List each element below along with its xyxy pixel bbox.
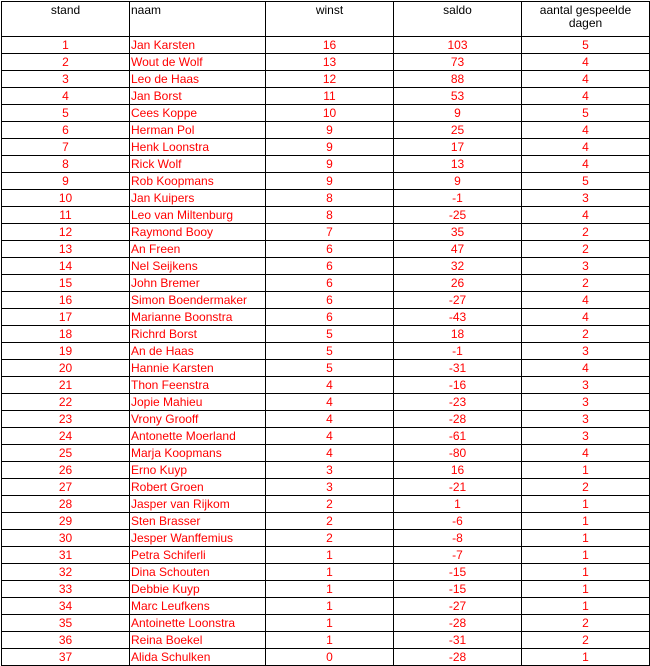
cell-saldo[interactable]: -31 xyxy=(394,632,522,649)
header-row xyxy=(2,2,650,37)
cell-naam[interactable]: Simon Boendermaker xyxy=(130,292,266,309)
header-stand[interactable]: stand xyxy=(2,2,130,37)
cell-winst[interactable]: 7 xyxy=(266,224,394,241)
table-row xyxy=(2,462,650,479)
cell-saldo[interactable]: 53 xyxy=(394,88,522,105)
cell-naam[interactable]: Hannie Karsten xyxy=(130,360,266,377)
cell-aantal-gespeelde-dagen[interactable]: 2 xyxy=(522,479,650,496)
cell-saldo[interactable]: -23 xyxy=(394,394,522,411)
cell-stand[interactable]: 4 xyxy=(2,88,130,105)
cell-winst[interactable]: 11 xyxy=(266,88,394,105)
cell-naam[interactable]: Jan Borst xyxy=(130,88,266,105)
cell-saldo[interactable]: -21 xyxy=(394,479,522,496)
cell-naam[interactable]: Dina Schouten xyxy=(130,564,266,581)
table-row xyxy=(2,122,650,139)
cell-stand[interactable]: 37 xyxy=(2,649,130,666)
cell-saldo[interactable]: -31 xyxy=(394,360,522,377)
cell-saldo[interactable]: -1 xyxy=(394,343,522,360)
cell-stand[interactable]: 22 xyxy=(2,394,130,411)
cell-naam[interactable]: An de Haas xyxy=(130,343,266,360)
cell-stand[interactable]: 29 xyxy=(2,513,130,530)
cell-saldo[interactable]: 25 xyxy=(394,122,522,139)
cell-aantal-gespeelde-dagen[interactable]: 2 xyxy=(522,632,650,649)
table-row xyxy=(2,292,650,309)
cell-naam[interactable]: Cees Koppe xyxy=(130,105,266,122)
cell-aantal-gespeelde-dagen[interactable]: 5 xyxy=(522,37,650,54)
cell-stand[interactable]: 34 xyxy=(2,598,130,615)
cell-aantal-gespeelde-dagen[interactable]: 5 xyxy=(522,173,650,190)
cell-aantal-gespeelde-dagen[interactable]: 4 xyxy=(522,156,650,173)
table-row xyxy=(2,615,650,632)
cell-aantal-gespeelde-dagen[interactable]: 3 xyxy=(522,394,650,411)
cell-naam[interactable]: Richrd Borst xyxy=(130,326,266,343)
cell-saldo[interactable]: -1 xyxy=(394,190,522,207)
cell-winst[interactable]: 16 xyxy=(266,37,394,54)
cell-winst[interactable]: 1 xyxy=(266,581,394,598)
cell-winst[interactable]: 9 xyxy=(266,156,394,173)
table-row xyxy=(2,275,650,292)
cell-naam[interactable]: Jan Karsten xyxy=(130,37,266,54)
cell-stand[interactable]: 11 xyxy=(2,207,130,224)
cell-saldo[interactable]: 103 xyxy=(394,37,522,54)
cell-aantal-gespeelde-dagen[interactable]: 2 xyxy=(522,326,650,343)
cell-naam[interactable]: Raymond Booy xyxy=(130,224,266,241)
table-row xyxy=(2,173,650,190)
cell-saldo[interactable]: -27 xyxy=(394,292,522,309)
cell-stand[interactable]: 24 xyxy=(2,428,130,445)
cell-stand[interactable]: 26 xyxy=(2,462,130,479)
cell-naam[interactable]: Rob Koopmans xyxy=(130,173,266,190)
cell-winst[interactable]: 4 xyxy=(266,394,394,411)
cell-naam[interactable]: Erno Kuyp xyxy=(130,462,266,479)
cell-stand[interactable]: 15 xyxy=(2,275,130,292)
cell-aantal-gespeelde-dagen[interactable]: 4 xyxy=(522,54,650,71)
cell-winst[interactable]: 3 xyxy=(266,479,394,496)
table-row xyxy=(2,105,650,122)
cell-stand[interactable]: 23 xyxy=(2,411,130,428)
cell-stand[interactable]: 31 xyxy=(2,547,130,564)
cell-winst[interactable]: 4 xyxy=(266,411,394,428)
cell-winst[interactable]: 2 xyxy=(266,513,394,530)
table-row xyxy=(2,632,650,649)
cell-aantal-gespeelde-dagen[interactable]: 4 xyxy=(522,88,650,105)
cell-stand[interactable]: 27 xyxy=(2,479,130,496)
table-row xyxy=(2,156,650,173)
cell-stand[interactable]: 20 xyxy=(2,360,130,377)
cell-naam[interactable]: Herman Pol xyxy=(130,122,266,139)
cell-naam[interactable]: Sten Brasser xyxy=(130,513,266,530)
cell-naam[interactable]: Debbie Kuyp xyxy=(130,581,266,598)
cell-stand[interactable]: 18 xyxy=(2,326,130,343)
cell-stand[interactable]: 1 xyxy=(2,37,130,54)
table-row xyxy=(2,598,650,615)
cell-winst[interactable]: 6 xyxy=(266,258,394,275)
cell-aantal-gespeelde-dagen[interactable]: 5 xyxy=(522,105,650,122)
cell-stand[interactable]: 5 xyxy=(2,105,130,122)
table-row xyxy=(2,258,650,275)
cell-naam[interactable]: Leo de Haas xyxy=(130,71,266,88)
header-winst[interactable]: winst xyxy=(266,2,394,37)
cell-stand[interactable]: 16 xyxy=(2,292,130,309)
cell-saldo[interactable]: -43 xyxy=(394,309,522,326)
cell-naam[interactable]: John Bremer xyxy=(130,275,266,292)
table-row xyxy=(2,139,650,156)
cell-stand[interactable]: 17 xyxy=(2,309,130,326)
cell-stand[interactable]: 28 xyxy=(2,496,130,513)
cell-aantal-gespeelde-dagen[interactable]: 2 xyxy=(522,241,650,258)
table-row xyxy=(2,411,650,428)
cell-aantal-gespeelde-dagen[interactable]: 1 xyxy=(522,649,650,666)
cell-aantal-gespeelde-dagen[interactable]: 4 xyxy=(522,445,650,462)
cell-saldo[interactable]: -7 xyxy=(394,547,522,564)
cell-saldo[interactable]: 13 xyxy=(394,156,522,173)
cell-stand[interactable]: 7 xyxy=(2,139,130,156)
cell-aantal-gespeelde-dagen[interactable]: 4 xyxy=(522,122,650,139)
cell-saldo[interactable]: 9 xyxy=(394,173,522,190)
table-row xyxy=(2,88,650,105)
cell-saldo[interactable]: -28 xyxy=(394,411,522,428)
cell-winst[interactable]: 8 xyxy=(266,207,394,224)
cell-aantal-gespeelde-dagen[interactable]: 4 xyxy=(522,139,650,156)
cell-stand[interactable]: 2 xyxy=(2,54,130,71)
cell-saldo[interactable]: -15 xyxy=(394,564,522,581)
table-row xyxy=(2,394,650,411)
table-row xyxy=(2,564,650,581)
cell-stand[interactable]: 30 xyxy=(2,530,130,547)
table-row xyxy=(2,309,650,326)
table-row xyxy=(2,530,650,547)
cell-aantal-gespeelde-dagen[interactable]: 2 xyxy=(522,615,650,632)
cell-saldo[interactable]: 73 xyxy=(394,54,522,71)
cell-winst[interactable]: 1 xyxy=(266,564,394,581)
cell-winst[interactable]: 2 xyxy=(266,496,394,513)
table-row xyxy=(2,428,650,445)
cell-stand[interactable]: 6 xyxy=(2,122,130,139)
cell-saldo[interactable]: -15 xyxy=(394,581,522,598)
cell-naam[interactable]: Jan Kuipers xyxy=(130,190,266,207)
table-row xyxy=(2,377,650,394)
cell-saldo[interactable]: 1 xyxy=(394,496,522,513)
cell-saldo[interactable]: -61 xyxy=(394,428,522,445)
table-row xyxy=(2,496,650,513)
cell-winst[interactable]: 1 xyxy=(266,632,394,649)
cell-winst[interactable]: 1 xyxy=(266,615,394,632)
cell-aantal-gespeelde-dagen[interactable]: 1 xyxy=(522,598,650,615)
cell-winst[interactable]: 5 xyxy=(266,343,394,360)
cell-stand[interactable]: 12 xyxy=(2,224,130,241)
table-row xyxy=(2,479,650,496)
cell-naam[interactable]: Vrony Grooff xyxy=(130,411,266,428)
cell-stand[interactable]: 32 xyxy=(2,564,130,581)
cell-aantal-gespeelde-dagen[interactable]: 4 xyxy=(522,71,650,88)
cell-aantal-gespeelde-dagen[interactable]: 1 xyxy=(522,462,650,479)
cell-naam[interactable]: Wout de Wolf xyxy=(130,54,266,71)
cell-saldo[interactable]: -80 xyxy=(394,445,522,462)
cell-winst[interactable]: 6 xyxy=(266,241,394,258)
header-naam[interactable]: naam xyxy=(130,2,266,37)
table-row xyxy=(2,547,650,564)
cell-saldo[interactable]: 88 xyxy=(394,71,522,88)
cell-saldo[interactable]: -25 xyxy=(394,207,522,224)
cell-saldo[interactable]: -28 xyxy=(394,649,522,666)
cell-winst[interactable]: 5 xyxy=(266,326,394,343)
cell-winst[interactable]: 9 xyxy=(266,139,394,156)
cell-winst[interactable]: 10 xyxy=(266,105,394,122)
cell-winst[interactable]: 6 xyxy=(266,292,394,309)
cell-saldo[interactable]: 47 xyxy=(394,241,522,258)
table-row xyxy=(2,207,650,224)
cell-winst[interactable]: 4 xyxy=(266,428,394,445)
cell-aantal-gespeelde-dagen[interactable]: 1 xyxy=(522,564,650,581)
table-row xyxy=(2,190,650,207)
table-row xyxy=(2,360,650,377)
cell-saldo[interactable]: 16 xyxy=(394,462,522,479)
cell-naam[interactable]: Robert Groen xyxy=(130,479,266,496)
cell-stand[interactable]: 13 xyxy=(2,241,130,258)
cell-saldo[interactable]: -28 xyxy=(394,615,522,632)
cell-stand[interactable]: 33 xyxy=(2,581,130,598)
cell-aantal-gespeelde-dagen[interactable]: 4 xyxy=(522,309,650,326)
table-row xyxy=(2,343,650,360)
table-row xyxy=(2,54,650,71)
cell-aantal-gespeelde-dagen[interactable]: 1 xyxy=(522,547,650,564)
cell-saldo[interactable]: 32 xyxy=(394,258,522,275)
cell-naam[interactable]: Jesper Wanffemius xyxy=(130,530,266,547)
cell-winst[interactable]: 6 xyxy=(266,309,394,326)
cell-winst[interactable]: 1 xyxy=(266,598,394,615)
cell-aantal-gespeelde-dagen[interactable]: 1 xyxy=(522,513,650,530)
cell-stand[interactable]: 14 xyxy=(2,258,130,275)
cell-naam[interactable]: Antonette Moerland xyxy=(130,428,266,445)
header-saldo[interactable]: saldo xyxy=(394,2,522,37)
cell-stand[interactable]: 36 xyxy=(2,632,130,649)
cell-stand[interactable]: 19 xyxy=(2,343,130,360)
cell-winst[interactable]: 9 xyxy=(266,173,394,190)
cell-winst[interactable]: 5 xyxy=(266,360,394,377)
cell-naam[interactable]: Alida Schulken xyxy=(130,649,266,666)
table-row xyxy=(2,649,650,666)
table-row xyxy=(2,71,650,88)
cell-saldo[interactable]: -27 xyxy=(394,598,522,615)
cell-saldo[interactable]: 17 xyxy=(394,139,522,156)
cell-winst[interactable]: 9 xyxy=(266,122,394,139)
standings-table xyxy=(1,1,650,666)
cell-naam[interactable]: Leo van Miltenburg xyxy=(130,207,266,224)
header-aantal-gespeelde-dagen[interactable]: aantal gespeelde dagen xyxy=(522,2,650,37)
cell-winst[interactable]: 4 xyxy=(266,445,394,462)
cell-stand[interactable]: 10 xyxy=(2,190,130,207)
table-row xyxy=(2,445,650,462)
cell-naam[interactable]: Thon Feenstra xyxy=(130,377,266,394)
cell-naam[interactable]: Jopie Mahieu xyxy=(130,394,266,411)
cell-winst[interactable]: 2 xyxy=(266,530,394,547)
cell-aantal-gespeelde-dagen[interactable]: 3 xyxy=(522,258,650,275)
cell-winst[interactable]: 4 xyxy=(266,377,394,394)
table-row xyxy=(2,326,650,343)
cell-naam[interactable]: Rick Wolf xyxy=(130,156,266,173)
cell-winst[interactable]: 3 xyxy=(266,462,394,479)
cell-naam[interactable]: Nel Seijkens xyxy=(130,258,266,275)
cell-naam[interactable]: Marianne Boonstra xyxy=(130,309,266,326)
cell-naam[interactable]: Reina Boekel xyxy=(130,632,266,649)
cell-naam[interactable]: Petra Schiferli xyxy=(130,547,266,564)
cell-stand[interactable]: 3 xyxy=(2,71,130,88)
cell-aantal-gespeelde-dagen[interactable]: 3 xyxy=(522,190,650,207)
cell-stand[interactable]: 8 xyxy=(2,156,130,173)
cell-aantal-gespeelde-dagen[interactable]: 2 xyxy=(522,275,650,292)
table-row xyxy=(2,241,650,258)
cell-saldo[interactable]: -16 xyxy=(394,377,522,394)
cell-aantal-gespeelde-dagen[interactable]: 1 xyxy=(522,581,650,598)
cell-saldo[interactable]: -6 xyxy=(394,513,522,530)
cell-saldo[interactable]: 9 xyxy=(394,105,522,122)
cell-naam[interactable]: Antoinette Loonstra xyxy=(130,615,266,632)
cell-saldo[interactable]: 18 xyxy=(394,326,522,343)
cell-aantal-gespeelde-dagen[interactable]: 1 xyxy=(522,496,650,513)
cell-winst[interactable]: 1 xyxy=(266,547,394,564)
cell-stand[interactable]: 21 xyxy=(2,377,130,394)
cell-aantal-gespeelde-dagen[interactable]: 3 xyxy=(522,377,650,394)
cell-naam[interactable]: Marc Leufkens xyxy=(130,598,266,615)
cell-naam[interactable]: Jasper van Rijkom xyxy=(130,496,266,513)
cell-winst[interactable]: 12 xyxy=(266,71,394,88)
cell-aantal-gespeelde-dagen[interactable]: 4 xyxy=(522,292,650,309)
table-row xyxy=(2,513,650,530)
cell-aantal-gespeelde-dagen[interactable]: 4 xyxy=(522,207,650,224)
cell-winst[interactable]: 8 xyxy=(266,190,394,207)
cell-winst[interactable]: 6 xyxy=(266,275,394,292)
cell-stand[interactable]: 35 xyxy=(2,615,130,632)
cell-aantal-gespeelde-dagen[interactable]: 3 xyxy=(522,411,650,428)
cell-aantal-gespeelde-dagen[interactable]: 1 xyxy=(522,530,650,547)
cell-naam[interactable]: An Freen xyxy=(130,241,266,258)
table-row xyxy=(2,37,650,54)
cell-saldo[interactable]: 35 xyxy=(394,224,522,241)
cell-saldo[interactable]: -8 xyxy=(394,530,522,547)
table-row xyxy=(2,581,650,598)
cell-winst[interactable]: 0 xyxy=(266,649,394,666)
cell-aantal-gespeelde-dagen[interactable]: 3 xyxy=(522,343,650,360)
cell-stand[interactable]: 9 xyxy=(2,173,130,190)
cell-saldo[interactable]: 26 xyxy=(394,275,522,292)
cell-aantal-gespeelde-dagen[interactable]: 4 xyxy=(522,360,650,377)
table-row xyxy=(2,224,650,241)
cell-naam[interactable]: Marja Koopmans xyxy=(130,445,266,462)
cell-stand[interactable]: 25 xyxy=(2,445,130,462)
cell-aantal-gespeelde-dagen[interactable]: 2 xyxy=(522,224,650,241)
cell-aantal-gespeelde-dagen[interactable]: 3 xyxy=(522,428,650,445)
cell-naam[interactable]: Henk Loonstra xyxy=(130,139,266,156)
cell-winst[interactable]: 13 xyxy=(266,54,394,71)
